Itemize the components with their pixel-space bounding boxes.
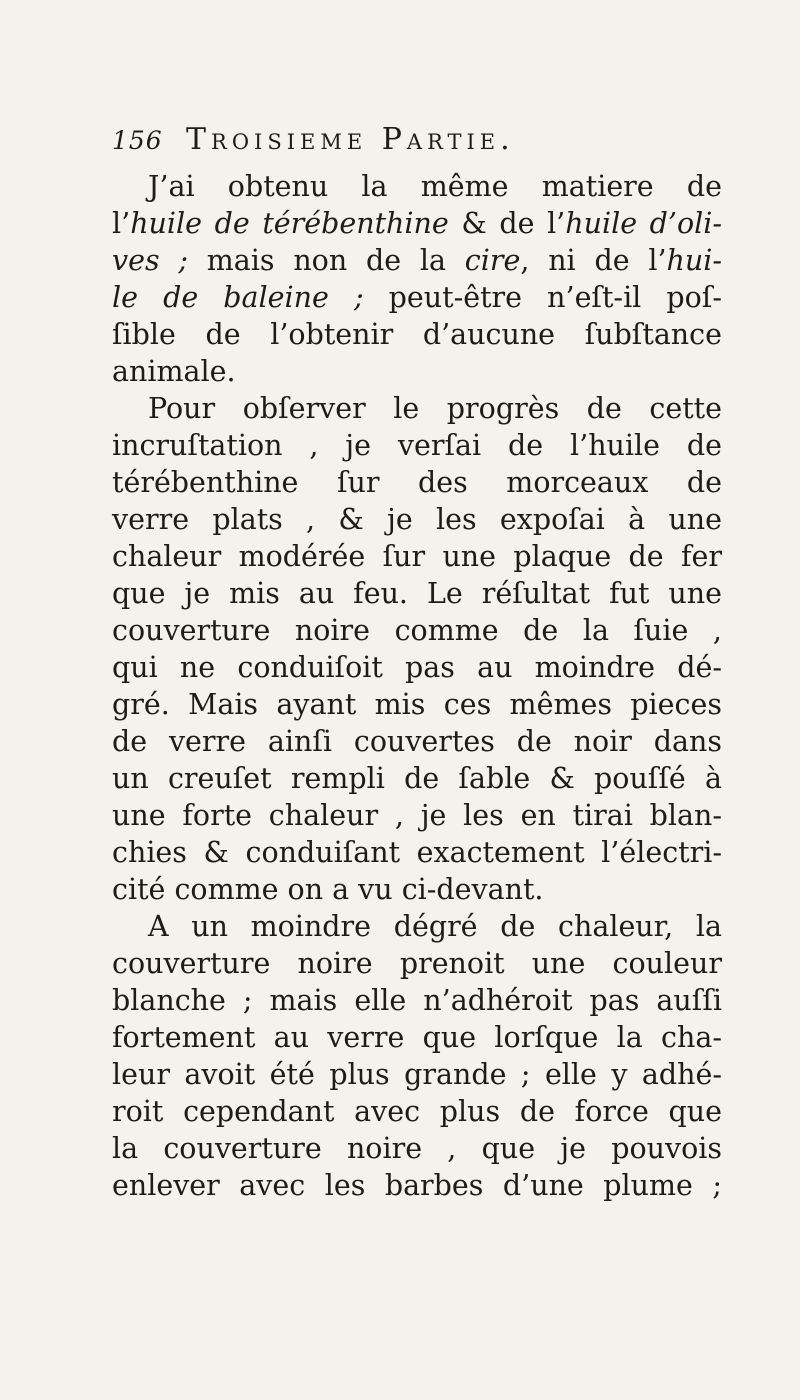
text-segment: térébenthine ſur des morceaux de bbox=[112, 466, 722, 499]
text-line bbox=[112, 1056, 722, 1093]
text-segment: l’ bbox=[112, 207, 131, 240]
text-line bbox=[112, 649, 722, 686]
text-line bbox=[112, 1019, 722, 1056]
text-segment: chaleur modérée ſur une plaque de fer bbox=[112, 540, 722, 573]
page-number: 156 bbox=[112, 126, 163, 155]
italic-segment: ves ; bbox=[112, 244, 188, 277]
text-line bbox=[112, 612, 722, 649]
text-line bbox=[112, 760, 722, 797]
text-segment: incruſtation , je verſai de l’huile de bbox=[112, 429, 722, 462]
text-line bbox=[112, 723, 722, 760]
text-segment: animale. bbox=[112, 355, 236, 388]
text-line bbox=[112, 908, 722, 945]
text-segment: fortement au verre que lorſque la cha- bbox=[112, 1021, 722, 1054]
text-segment: blanche ; mais elle n’adhéroit pas auſſi bbox=[112, 984, 722, 1017]
text-line bbox=[112, 464, 722, 501]
text-segment: J’ai obtenu la même matiere de bbox=[148, 170, 722, 203]
text-segment: cité comme on a vu ci-devant. bbox=[112, 873, 544, 906]
text-line bbox=[112, 1093, 722, 1130]
text-segment: A un moindre dégré de chaleur, la bbox=[148, 910, 722, 943]
text-segment: peut-être n’eſt-il poſ- bbox=[363, 281, 722, 314]
text-line bbox=[112, 390, 722, 427]
text-segment: mais non de la bbox=[187, 244, 465, 277]
text-segment: une forte chaleur , je les en tirai blan- bbox=[112, 799, 722, 832]
page-header bbox=[112, 122, 722, 166]
italic-segment: hui- bbox=[666, 244, 722, 277]
text-segment: de verre ainſi couvertes de noir dans bbox=[112, 725, 722, 758]
text-segment: leur avoit été plus grande ; elle y adhé- bbox=[112, 1058, 722, 1091]
text-line bbox=[112, 1130, 722, 1167]
text-line bbox=[112, 686, 722, 723]
text-segment: ſible de l’obtenir d’aucune ſubſtance bbox=[112, 318, 722, 351]
text-segment: , ni de l’ bbox=[520, 244, 667, 277]
text-line bbox=[112, 501, 722, 538]
text-line bbox=[112, 242, 722, 279]
text-line bbox=[112, 945, 722, 982]
text-segment: couverture noire prenoit une couleur bbox=[112, 947, 722, 980]
italic-segment: huile de térébenthine bbox=[130, 207, 449, 240]
text-line bbox=[112, 575, 722, 612]
text-segment: enlever avec les barbes d’une plume ; bbox=[112, 1169, 722, 1202]
text-line bbox=[112, 538, 722, 575]
text-segment: couverture noire comme de la ſuie , bbox=[112, 614, 722, 647]
text-line bbox=[112, 982, 722, 1019]
text-line bbox=[112, 353, 722, 390]
text-line bbox=[112, 279, 722, 316]
text-segment: qui ne conduiſoit pas au moindre dé- bbox=[112, 651, 722, 684]
running-head: Troisieme Partie. bbox=[186, 122, 515, 157]
text-segment: roit cependant avec plus de force que bbox=[112, 1095, 722, 1128]
text-segment: que je mis au feu. Le réſultat fut une bbox=[112, 577, 722, 610]
text-segment: verre plats , & je les expoſai à une bbox=[112, 503, 722, 536]
italic-segment: huile d’oli- bbox=[565, 207, 722, 240]
body-text bbox=[112, 168, 722, 1204]
text-line bbox=[112, 834, 722, 871]
text-line bbox=[112, 797, 722, 834]
text-line bbox=[112, 427, 722, 464]
text-segment: chies & conduiſant exactement l’électri- bbox=[112, 836, 722, 869]
italic-segment: cire bbox=[464, 244, 521, 277]
text-segment: & de l’ bbox=[448, 207, 566, 240]
text-line bbox=[112, 871, 722, 908]
text-line bbox=[112, 205, 722, 242]
text-line bbox=[112, 1167, 722, 1204]
text-segment: un creuſet rempli de ſable & pouſſé à bbox=[112, 762, 722, 795]
text-segment: la couverture noire , que je pouvois bbox=[112, 1132, 722, 1165]
text-line bbox=[112, 168, 722, 205]
text-segment: gré. Mais ayant mis ces mêmes pieces bbox=[112, 688, 722, 721]
text-line bbox=[112, 316, 722, 353]
italic-segment: le de baleine ; bbox=[112, 281, 364, 314]
text-segment: Pour obſerver le progrès de cette bbox=[148, 392, 722, 425]
